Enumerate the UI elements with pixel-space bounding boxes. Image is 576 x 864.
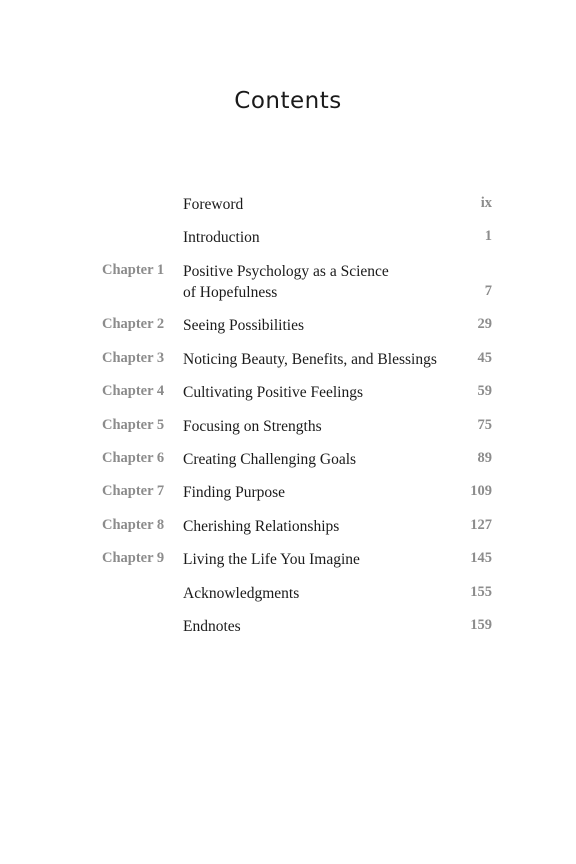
entry-title: Seeing Possibilities [183,317,304,335]
chapter-label: Chapter 9 [102,550,165,567]
page-title: Contents [234,88,342,114]
entry-title: Living the Life You Imagine [183,551,360,569]
toc-entry[interactable] [0,309,576,342]
page-number: 159 [470,616,492,633]
entry-title: Cultivating Positive Feelings [183,384,363,402]
page-number: 7 [484,282,492,299]
entry-title: Finding Purpose [183,484,286,502]
page-number: 45 [477,349,492,366]
entry-title: Positive Psychology as a Science of Hopefulness [183,262,389,301]
page-number: 59 [477,383,492,400]
toc-entry[interactable] [0,543,576,576]
page-number: 127 [470,516,492,533]
toc-entry[interactable] [0,255,576,310]
chapter-label: Chapter 3 [102,349,165,366]
table-of-contents [0,188,576,643]
entry-title: Cherishing Relationships [183,517,340,535]
chapter-label: Chapter 4 [102,383,165,400]
page-number: 155 [470,583,492,600]
page-number: 1 [484,228,492,245]
page-number: 75 [477,416,492,433]
chapter-label: Chapter 6 [102,449,165,466]
toc-entry[interactable] [0,577,576,610]
toc-entry[interactable] [0,188,576,221]
chapter-label: Chapter 8 [102,516,165,533]
toc-entry[interactable] [0,343,576,376]
entry-title: Focusing on Strengths [183,417,322,435]
chapter-label: Chapter 7 [102,483,165,500]
toc-entry[interactable] [0,443,576,476]
toc-entry[interactable] [0,610,576,643]
toc-entry[interactable] [0,221,576,254]
page-number: 109 [470,483,492,500]
page-number: 89 [477,449,492,466]
page-number: 145 [470,550,492,567]
chapter-label: Chapter 5 [102,416,165,433]
entry-title: Creating Challenging Goals [183,450,357,468]
chapter-label: Chapter 1 [102,261,165,278]
page-number: ix [480,195,492,211]
entry-title: Noticing Beauty, Benefits, and Blessings [183,350,437,368]
chapter-label: Chapter 2 [102,316,165,333]
toc-entry[interactable] [0,476,576,509]
entry-title: Foreword [183,196,244,213]
entry-title: Endnotes [183,617,241,635]
entry-title: Acknowledgments [183,584,300,602]
toc-entry[interactable] [0,376,576,409]
entry-title: Introduction [183,229,260,247]
page-number: 29 [477,316,492,333]
toc-entry[interactable] [0,510,576,543]
toc-entry[interactable] [0,410,576,443]
